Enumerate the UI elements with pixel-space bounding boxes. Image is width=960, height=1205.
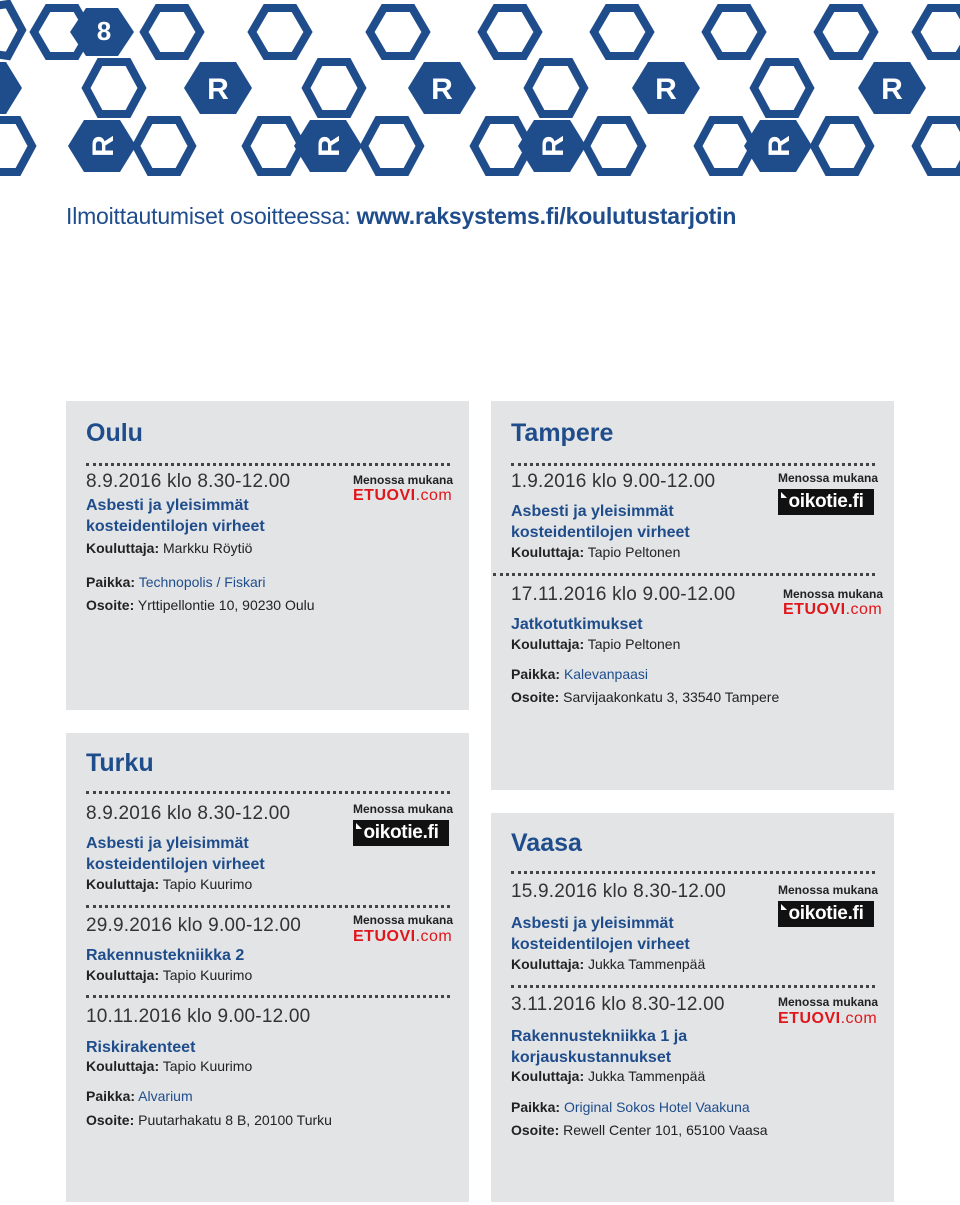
etuovi-com: .com <box>840 1010 878 1027</box>
course-time: 3.11.2016 klo 8.30-12.00 <box>511 994 725 1015</box>
course-time: 1.9.2016 klo 9.00-12.00 <box>511 471 716 492</box>
course-title: Riskirakenteet <box>86 1039 196 1056</box>
course-time: 15.9.2016 klo 8.30-12.00 <box>511 881 727 902</box>
address <box>511 689 779 705</box>
hexagon-pattern <box>0 0 960 190</box>
hex-letter: R <box>431 73 453 106</box>
course-time: 8.9.2016 klo 8.30-12.00 <box>86 471 291 492</box>
course-time: 17.11.2016 klo 9.00-12.00 <box>511 584 736 605</box>
course-trainer <box>511 956 705 972</box>
etuovi-com: .com <box>845 601 883 618</box>
address-label: Osoite: <box>86 597 135 613</box>
etuovi-text: ETUOVI <box>353 487 416 504</box>
etuovi-logo <box>353 487 452 505</box>
hex-letter: R <box>881 73 903 106</box>
course-title: Asbesti ja yleisimmät <box>86 497 249 514</box>
address-text: Puutarhakatu 8 B, 20100 Turku <box>138 1112 332 1128</box>
trainer-label: Kouluttaja: <box>86 1058 160 1074</box>
sponsor-label: Menossa mukana <box>783 587 884 601</box>
course-title: Rakennustekniikka 1 ja <box>511 1028 688 1045</box>
etuovi-logo <box>783 601 882 619</box>
divider <box>511 985 875 988</box>
oikotie-logo: oikotie.fi <box>778 489 874 515</box>
sponsor-label: Menossa mukana <box>353 913 454 927</box>
hex-letter: R <box>655 73 677 106</box>
course-trainer <box>511 1068 705 1084</box>
card-turku <box>66 733 469 1202</box>
divider <box>86 995 450 998</box>
course-time: 10.11.2016 klo 9.00-12.00 <box>86 1006 311 1027</box>
address <box>86 1112 332 1128</box>
hex-letter: R <box>537 135 570 157</box>
trainer-name: Tapio Peltonen <box>587 544 681 560</box>
venue-name: Alvarium <box>138 1088 193 1104</box>
divider <box>86 791 450 794</box>
etuovi-text: ETUOVI <box>783 601 846 618</box>
course-time: 29.9.2016 klo 9.00-12.00 <box>86 915 302 936</box>
address-text: Yrttipellontie 10, 90230 Oulu <box>137 597 315 613</box>
course-trainer <box>511 636 680 652</box>
registration-url[interactable]: www.raksystems.fi/koulutustarjotin <box>356 203 737 229</box>
divider <box>86 905 450 908</box>
address-label: Osoite: <box>511 689 560 705</box>
address-label: Osoite: <box>86 1112 135 1128</box>
intro-prefix: Ilmoittautumiset osoitteessa: <box>66 203 357 229</box>
hex-letter: R <box>313 135 346 157</box>
venue-label: Paikka: <box>86 574 136 590</box>
city-title: Oulu <box>86 419 143 447</box>
course-title: kosteidentilojen virheet <box>511 524 690 541</box>
city-title: Vaasa <box>511 829 582 857</box>
etuovi-logo <box>778 1010 877 1028</box>
course-trainer <box>86 540 252 556</box>
address-label: Osoite: <box>511 1122 560 1138</box>
city-title: Turku <box>86 749 154 777</box>
trainer-name: Tapio Kuurimo <box>162 967 253 983</box>
sponsor-label: Menossa mukana <box>353 802 454 816</box>
course-trainer <box>86 967 252 983</box>
venue <box>86 1088 193 1104</box>
course-time: 8.9.2016 klo 8.30-12.00 <box>86 803 291 824</box>
trainer-label: Kouluttaja: <box>86 876 160 892</box>
card-vaasa <box>491 813 894 1202</box>
divider <box>493 573 875 576</box>
course-title: kosteidentilojen virheet <box>511 936 690 953</box>
venue-name: Original Sokos Hotel Vaakuna <box>563 1099 750 1115</box>
divider <box>511 871 875 874</box>
trainer-name: Tapio Kuurimo <box>162 876 253 892</box>
etuovi-text: ETUOVI <box>778 1010 841 1027</box>
hex-letter: R <box>763 135 796 157</box>
sponsor-label: Menossa mukana <box>778 883 879 897</box>
address <box>86 597 315 613</box>
hex-letter: R <box>207 73 229 106</box>
course-trainer <box>86 876 252 892</box>
etuovi-com: .com <box>415 487 453 504</box>
course-title: kosteidentilojen virheet <box>86 518 265 535</box>
card-tampere <box>491 401 894 790</box>
registration-intro <box>66 203 736 230</box>
venue-label: Paikka: <box>511 666 561 682</box>
city-title: Tampere <box>511 419 614 447</box>
etuovi-com: .com <box>415 928 453 945</box>
course-title: Asbesti ja yleisimmät <box>86 835 249 852</box>
trainer-label: Kouluttaja: <box>86 540 160 556</box>
venue-label: Paikka: <box>86 1088 136 1104</box>
trainer-name: Tapio Kuurimo <box>162 1058 253 1074</box>
page-number: 8 <box>96 15 112 46</box>
sponsor-label: Menossa mukana <box>778 995 879 1009</box>
course-title: korjauskustannukset <box>511 1049 672 1066</box>
venue <box>511 1099 750 1115</box>
course-trainer <box>511 544 680 560</box>
hex-letter: R <box>87 135 120 157</box>
course-title: kosteidentilojen virheet <box>86 856 265 873</box>
divider <box>511 463 875 466</box>
course-title: Rakennustekniikka 2 <box>86 947 245 964</box>
course-title: Asbesti ja yleisimmät <box>511 915 674 932</box>
course-trainer <box>86 1058 252 1074</box>
trainer-label: Kouluttaja: <box>511 636 585 652</box>
sponsor-label: Menossa mukana <box>778 471 879 485</box>
trainer-name: Markku Röytiö <box>163 540 253 556</box>
trainer-name: Jukka Tammenpää <box>588 956 706 972</box>
etuovi-logo <box>353 928 452 946</box>
venue <box>511 666 648 682</box>
course-title: Jatkotutkimukset <box>511 616 643 633</box>
venue-name: Kalevanpaasi <box>563 666 648 682</box>
venue-label: Paikka: <box>511 1099 561 1115</box>
trainer-label: Kouluttaja: <box>511 956 585 972</box>
address-text: Sarvijaakonkatu 3, 33540 Tampere <box>563 689 780 705</box>
course-title: Asbesti ja yleisimmät <box>511 503 674 520</box>
venue-name: Technopolis / Fiskari <box>138 574 266 590</box>
trainer-label: Kouluttaja: <box>511 544 585 560</box>
trainer-label: Kouluttaja: <box>511 1068 585 1084</box>
address <box>511 1122 768 1138</box>
divider <box>86 463 450 466</box>
address-text: Rewell Center 101, 65100 Vaasa <box>559 1122 768 1138</box>
venue <box>86 574 266 590</box>
etuovi-text: ETUOVI <box>353 928 416 945</box>
trainer-label: Kouluttaja: <box>86 967 160 983</box>
trainer-name: Jukka Tammenpää <box>588 1068 706 1084</box>
trainer-name: Tapio Peltonen <box>587 636 681 652</box>
oikotie-logo: oikotie.fi <box>353 820 449 846</box>
sponsor-label: Menossa mukana <box>353 473 454 487</box>
card-oulu <box>66 401 469 710</box>
oikotie-logo: oikotie.fi <box>778 901 874 927</box>
